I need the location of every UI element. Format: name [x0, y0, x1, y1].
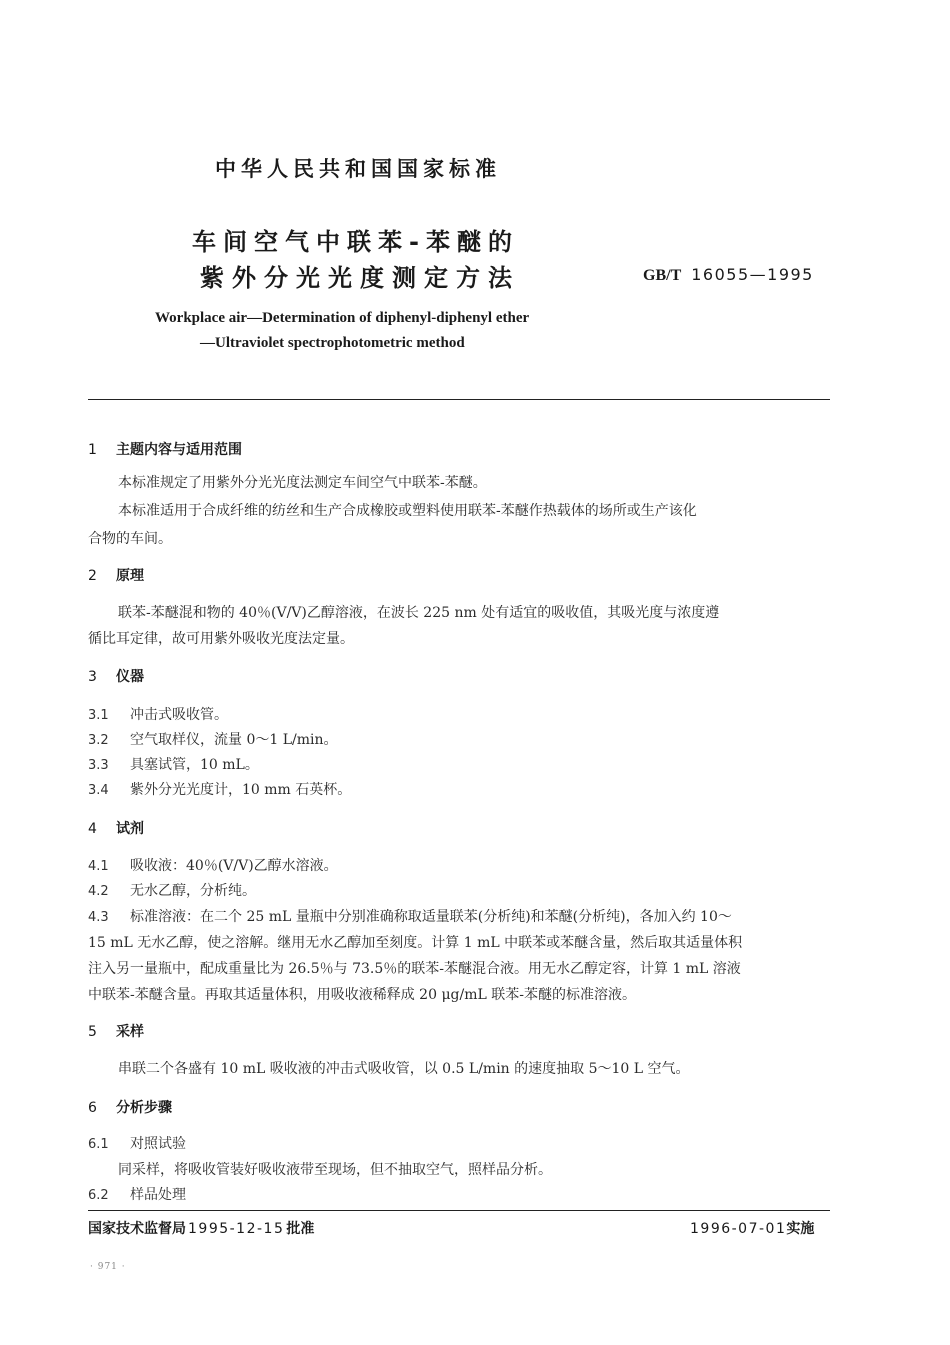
item-text: 吸收液：40％(V/V)乙醇水溶液。 — [130, 858, 338, 874]
item-text: 空气取样仪，流量 0～1 L/min。 — [130, 732, 338, 748]
list-item — [88, 754, 259, 774]
item-number: 3.4 — [88, 783, 109, 798]
approver-org: 国家技术监督局 — [88, 1221, 186, 1237]
section-title: 仪器 — [116, 669, 144, 685]
section-3-heading — [88, 666, 144, 686]
document-title-line1: 车间空气中联苯-苯醚的 — [192, 228, 519, 256]
implementation-date: 1996-07-01 — [690, 1221, 787, 1237]
implementation-info — [690, 1218, 814, 1238]
item-text: 冲击式吸收管。 — [130, 707, 228, 723]
item-text: 对照试验 — [130, 1136, 186, 1152]
list-item — [88, 855, 338, 875]
item-text: 样品处理 — [130, 1187, 186, 1203]
paragraph-line: 合物的车间。 — [88, 531, 172, 547]
section-6-heading — [88, 1097, 172, 1117]
section-number: 5 — [88, 1024, 97, 1040]
national-standard-heading: 中华人民共和国国家标准 — [215, 157, 501, 181]
item-text: 标准溶液：在二个 25 mL 量瓶中分别准确称取适量联苯(分析纯)和苯醚(分析纯)，各加入约 10～ — [130, 909, 732, 925]
section-number: 4 — [88, 821, 97, 837]
english-title-line1: Workplace air—Determination of diphenyl-diphenyl ether — [155, 310, 530, 326]
section-title: 采样 — [116, 1024, 144, 1040]
item-number: 4.1 — [88, 859, 109, 874]
document-title-line2: 紫外分光光度测定方法 — [200, 264, 520, 292]
paragraph: 同采样，将吸收管装好吸收液带至现场，但不抽取空气，照样品分析。 — [118, 1162, 552, 1178]
list-item — [88, 729, 338, 749]
standard-code-prefix: GB/T — [643, 267, 682, 284]
item-number: 3.3 — [88, 758, 109, 773]
list-item — [88, 906, 732, 926]
paragraph-line: 注入另一量瓶中，配成重量比为 26.5％与 73.5％的联苯-苯醚混合液。用无水乙醇定容，计算 1 mL 溶液 — [88, 961, 741, 977]
list-item — [88, 1133, 186, 1153]
list-item — [88, 704, 228, 724]
item-number: 3.2 — [88, 733, 109, 748]
approval-date: 1995-12-15 — [188, 1221, 285, 1237]
item-number: 4.2 — [88, 884, 109, 899]
list-item — [88, 880, 256, 900]
paragraph-line: 中联苯-苯醚含量。再取其适量体积，用吸收液稀释成 20 μg/mL 联苯-苯醚的标准溶液。 — [88, 987, 636, 1003]
section-4-heading — [88, 818, 144, 838]
item-number: 4.3 — [88, 910, 109, 925]
section-title: 试剂 — [116, 821, 144, 837]
section-5-heading — [88, 1021, 144, 1041]
approval-info — [88, 1218, 314, 1238]
standard-code — [643, 265, 814, 285]
item-text: 具塞试管，10 mL。 — [130, 757, 259, 773]
list-item — [88, 779, 351, 799]
section-number: 3 — [88, 669, 97, 685]
section-number: 2 — [88, 568, 97, 584]
section-title: 原理 — [116, 568, 144, 584]
item-text: 紫外分光光度计，10 mm 石英杯。 — [130, 782, 352, 798]
section-number: 6 — [88, 1100, 97, 1116]
section-1-heading — [88, 439, 242, 459]
header-divider — [88, 399, 830, 400]
standard-code-number: 16055—1995 — [691, 265, 814, 284]
list-item — [88, 1184, 186, 1204]
section-title: 分析步骤 — [116, 1100, 172, 1116]
implementation-word: 实施 — [786, 1221, 815, 1237]
section-2-heading — [88, 565, 144, 585]
paragraph-line: 循比耳定律，故可用紫外吸收光度法定量。 — [88, 631, 354, 647]
item-number: 3.1 — [88, 708, 109, 723]
paragraph-line: 本标准适用于合成纤维的纺丝和生产合成橡胶或塑料使用联苯-苯醚作热载体的场所或生产该化 — [118, 503, 697, 519]
paragraph: 本标准规定了用紫外分光光度法测定车间空气中联苯-苯醚。 — [118, 475, 487, 491]
paragraph-line: 联苯-苯醚混和物的 40％(V/V)乙醇溶液，在波长 225 nm 处有适宜的吸收值，其吸光度与浓度遵 — [118, 605, 720, 621]
item-number: 6.1 — [88, 1137, 109, 1152]
english-title-line2: —Ultraviolet spectrophotometric method — [200, 335, 465, 351]
item-text: 无水乙醇，分析纯。 — [130, 883, 256, 899]
page-number: · 971 · — [90, 1262, 126, 1272]
section-number: 1 — [88, 442, 97, 458]
footer-divider — [88, 1210, 830, 1211]
paragraph: 串联二个各盛有 10 mL 吸收液的冲击式吸收管，以 0.5 L/min 的速度抽取 5～10 L 空气。 — [118, 1061, 690, 1077]
section-title: 主题内容与适用范围 — [116, 442, 242, 458]
approval-word: 批准 — [286, 1221, 315, 1237]
item-number: 6.2 — [88, 1188, 109, 1203]
paragraph-line: 15 mL 无水乙醇，使之溶解。继用无水乙醇加至刻度。计算 1 mL 中联苯或苯醚含量，然后取其适量体积 — [88, 935, 743, 951]
